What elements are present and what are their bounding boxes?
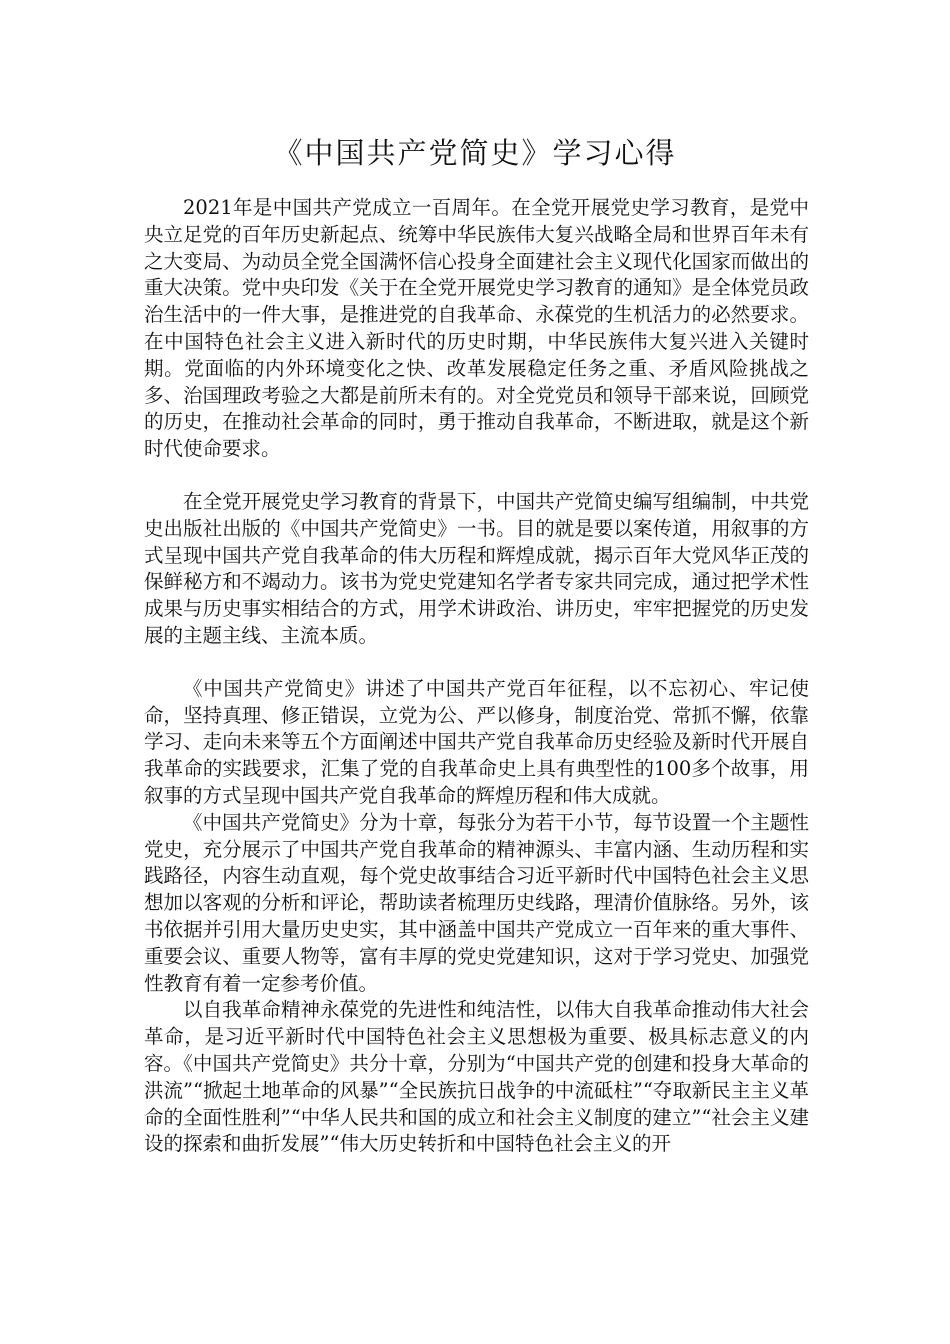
paragraph-4: 《中国共产党简史》分为十章，每张分为若干小节，每节设置一个主题性党史，充分展示了中国共产党自我革命的精神源头、丰富内涵、生动历程和实践路径，内容生动直观，每个党史故事结合习近平新时代中国特色社会主义思想加以客观的分析和评论，帮助读者梳理历史线路，理清价值脉络。另外，该书依据并引用大量历史史实，其中涵盖中国共产党成立一百年来的重大事件、重要会议、重要人物等，富有丰厚的党史党建知识，这对于学习党史、加强党性教育有着一定参考价值。 [144,810,809,995]
paragraph-1: 2021年是中国共产党成立一百周年。在全党开展党史学习教育，是党中央立足党的百年历史新起点、统筹中华民族伟大复兴战略全局和世界百年未有之大变局、为动员全党全国满怀信心投身全面建社会主义现代化国家而做出的重大决策。党中央印发《关于在全党开展党史学习教育的通知》是全体党员政治生活中的一件大事，是推进党的自我革命、永葆党的生机活力的必然要求。在中国特色社会主义进入新时代的历史时期，中华民族伟大复兴进入关键时期。党面临的内外环境变化之快、改革发展稳定任务之重、矛盾风险挑战之多、治国理政考验之大都是前所未有的。对全党党员和领导干部来说，回顾党的历史，在推动社会革命的同时，勇于推动自我革命，不断进取，就是这个新时代使命要求。 [144,196,809,461]
paragraph-2: 在全党开展党史学习教育的背景下，中国共产党简史编写组编制，中共党史出版社出版的《中国共产党简史》一书。目的就是要以案传道，用叙事的方式呈现中国共产党自我革命的伟大历程和辉煌成就，揭示百年大党风华正茂的保鲜秘方和不竭动力。该书为党史党建知名学者专家共同完成，通过把学术性成果与历史事实相结合的方式，用学术讲政治、讲历史，牢牢把握党的历史发展的主题主线、主流本质。 [144,489,809,647]
document-title: 《中国共产党简史》学习心得 [273,136,677,170]
document-body [144,195,809,1158]
paragraph-5: 以自我革命精神永葆党的先进性和纯洁性，以伟大自我革命推动伟大社会革命，是习近平新时代中国特色社会主义思想极为重要、极具标志意义的内容。《中国共产党简史》共分十章，分别为“中国共产党的创建和投身大革命的洪流”“掀起土地革命的风暴”“全民族抗日战争的中流砥柱”“夺取新民主主义革命的全面性胜利”“中华人民共和国的成立和社会主义制度的建立”“社会主义建设的探索和曲折发展”“伟大历史转折和中国特色社会主义的开 [144,998,809,1156]
paragraph-3: 《中国共产党简史》讲述了中国共产党百年征程，以不忘初心、牢记使命，坚持真理、修正错误，立党为公、严以修身，制度治党、常抓不懈，依靠学习、走向未来等五个方面阐述中国共产党自我革命历史经验及新时代开展自我革命的实践要求，汇集了党的自我革命史上具有典型性的100多个故事，用叙事的方式呈现中国共产党自我革命的辉煌历程和伟大成就。 [144,676,809,807]
